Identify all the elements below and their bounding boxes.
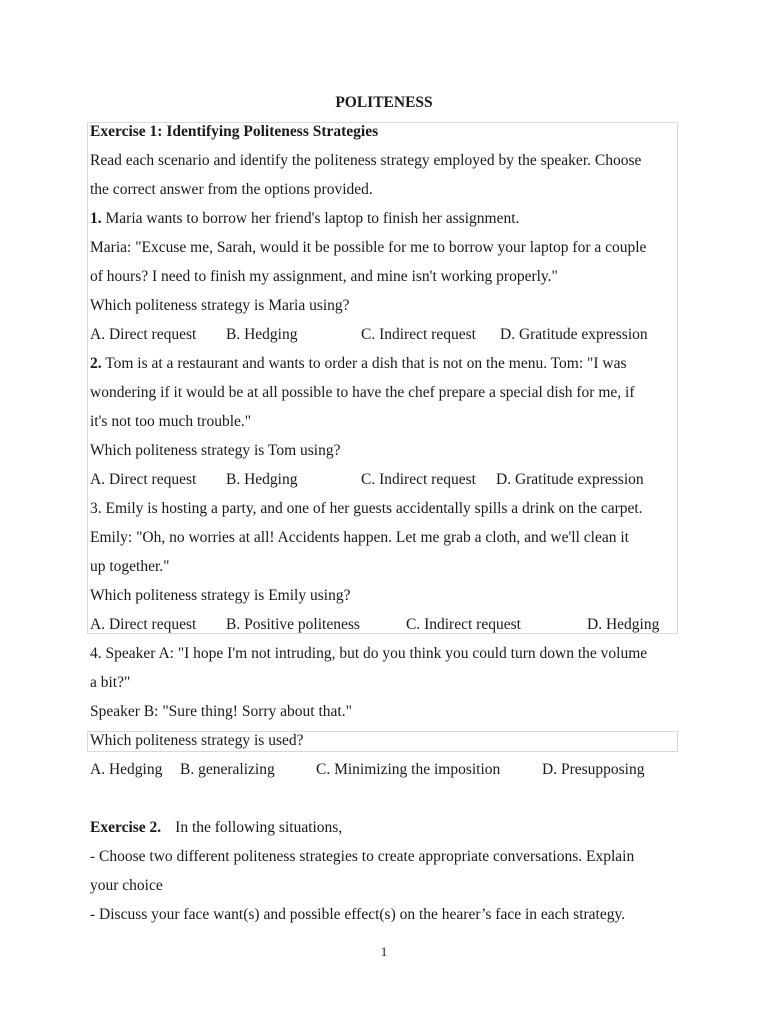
page-title: POLITENESS (335, 94, 433, 111)
question-1-option-d: D. Gratitude expression (500, 326, 648, 343)
question-3-option-a: A. Direct request (90, 616, 197, 633)
question-1-option-a: A. Direct request (90, 326, 197, 343)
exercise-1-heading: Exercise 1: Identifying Politeness Strategies (90, 123, 379, 140)
question-4-prompt: Which politeness strategy is used? (90, 732, 304, 749)
exercise-2-heading: Exercise 2. In the following situations, (90, 819, 343, 836)
question-1-line-2: Maria: "Excuse me, Sarah, would it be possible for me to borrow your laptop for a couple (90, 239, 647, 256)
question-4-option-b: B. generalizing (180, 761, 275, 778)
page-number: 1 (380, 944, 388, 959)
question-3-option-b: B. Positive politeness (226, 616, 360, 633)
question-1-option-b: B. Hedging (226, 326, 298, 343)
question-4-option-c: C. Minimizing the imposition (316, 761, 501, 778)
question-3-option-c: C. Indirect request (406, 616, 521, 633)
question-2-line-2: wondering if it would be at all possible to have the chef prepare a special dish for me, if (90, 384, 635, 401)
question-2-line-3: it's not too much trouble." (90, 413, 252, 430)
exercise-1-intro-line-1: Read each scenario and identify the politeness strategy employed by the speaker. Choose (90, 152, 642, 169)
exercise-2-bullet-1-line-1: - Choose two different politeness strategies to create appropriate conversations. Explain (90, 848, 635, 865)
question-1-prompt: Which politeness strategy is Maria using? (90, 297, 350, 314)
question-2-option-a: A. Direct request (90, 471, 197, 488)
exercise-2-bullet-1-line-2: your choice (90, 877, 163, 894)
question-3-option-d: D. Hedging (587, 616, 660, 633)
question-1-line-3: of hours? I need to finish my assignment, and mine isn't working properly." (90, 268, 558, 285)
question-3-prompt: Which politeness strategy is Emily using? (90, 587, 351, 604)
question-3-line-3: up together." (90, 558, 170, 575)
question-1-scenario: 1. Maria wants to borrow her friend's laptop to finish her assignment. (90, 210, 520, 227)
question-1-option-c: C. Indirect request (361, 326, 476, 343)
exercise-2-bullet-2: - Discuss your face want(s) and possible effect(s) on the hearer’s face in each strategy. (90, 906, 626, 923)
exercise-1-intro-line-2: the correct answer from the options provided. (90, 181, 373, 198)
question-4-line-2: a bit?" (90, 674, 131, 691)
question-4-option-a: A. Hedging (90, 761, 163, 778)
question-3-scenario: 3. Emily is hosting a party, and one of her guests accidentally spills a drink on the carpet. (90, 500, 643, 517)
question-2-option-c: C. Indirect request (361, 471, 476, 488)
question-3-line-2: Emily: "Oh, no worries at all! Accidents happen. Let me grab a cloth, and we'll clean it (90, 529, 629, 546)
question-4-scenario: 4. Speaker A: "I hope I'm not intruding, but do you think you could turn down the volume (90, 645, 648, 662)
question-4-option-d: D. Presupposing (542, 761, 645, 778)
question-4-line-3: Speaker B: "Sure thing! Sorry about that." (90, 703, 352, 720)
question-2-scenario: 2. Tom is at a restaurant and wants to order a dish that is not on the menu. Tom: "I was (90, 355, 627, 372)
question-2-prompt: Which politeness strategy is Tom using? (90, 442, 341, 459)
question-2-option-d: D. Gratitude expression (496, 471, 644, 488)
question-2-option-b: B. Hedging (226, 471, 298, 488)
